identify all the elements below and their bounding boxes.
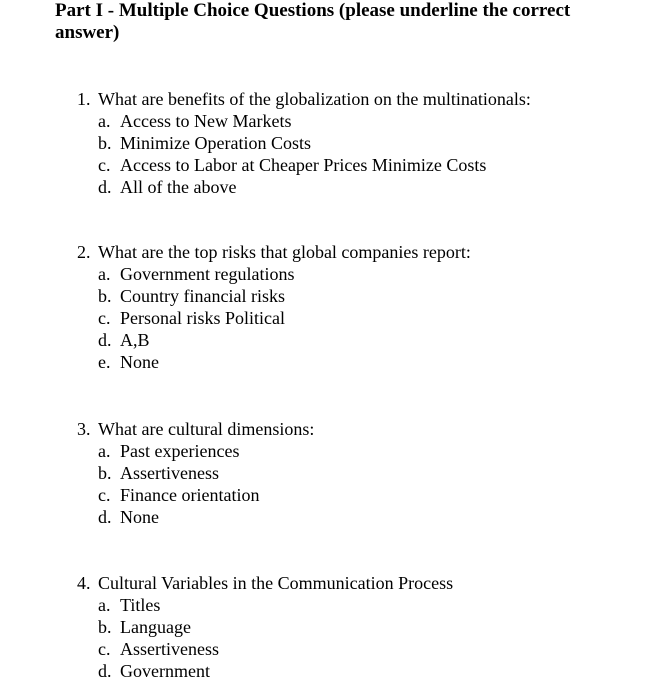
option-b[interactable] (77, 462, 314, 484)
question-3 (77, 418, 314, 528)
option-a[interactable] (77, 440, 314, 462)
option-e[interactable] (77, 351, 471, 373)
option-c[interactable] (77, 638, 453, 660)
option-letter: c. (98, 155, 111, 175)
option-text: Titles (120, 595, 161, 615)
option-text: All of the above (120, 177, 237, 197)
question-4 (77, 572, 453, 682)
option-d[interactable] (77, 506, 314, 528)
option-letter: c. (98, 308, 111, 328)
question-number: 1. (77, 89, 91, 109)
option-a[interactable] (77, 110, 531, 132)
option-letter: e. (98, 352, 111, 372)
option-text: Assertiveness (120, 463, 219, 483)
option-text: Personal risks Political (120, 308, 285, 328)
option-text: Access to Labor at Cheaper Prices Minimize Costs (120, 155, 487, 175)
option-letter: d. (98, 330, 112, 350)
option-a[interactable] (77, 263, 471, 285)
option-text: Government regulations (120, 264, 295, 284)
option-text: Access to New Markets (120, 111, 292, 131)
option-c[interactable] (77, 484, 314, 506)
option-letter: a. (98, 441, 111, 461)
question-number: 2. (77, 242, 91, 262)
option-c[interactable] (77, 307, 471, 329)
option-text: None (120, 352, 159, 372)
question-prompt: What are benefits of the globalization on the multinationals: (98, 89, 531, 109)
option-text: Country financial risks (120, 286, 285, 306)
question-number: 3. (77, 419, 91, 439)
option-text: Finance orientation (120, 485, 260, 505)
option-a[interactable] (77, 594, 453, 616)
question-text (77, 241, 471, 263)
option-c[interactable] (77, 154, 531, 176)
option-text: Government (120, 661, 210, 681)
option-letter: b. (98, 617, 112, 637)
question-text (77, 572, 453, 594)
option-letter: a. (98, 111, 111, 131)
question-prompt: What are the top risks that global companies report: (98, 242, 471, 262)
question-number: 4. (77, 573, 91, 593)
option-letter: a. (98, 264, 111, 284)
option-b[interactable] (77, 132, 531, 154)
option-letter: c. (98, 639, 111, 659)
question-prompt: Cultural Variables in the Communication Process (98, 573, 454, 593)
section-heading: Part I - Multiple Choice Questions (please underline the correct answer) (55, 0, 571, 43)
question-text (77, 418, 314, 440)
option-letter: d. (98, 177, 112, 197)
option-text: A,B (120, 330, 150, 350)
question-prompt: What are cultural dimensions: (98, 419, 315, 439)
option-letter: d. (98, 661, 112, 681)
option-text: Language (120, 617, 191, 637)
option-d[interactable] (77, 329, 471, 351)
option-d[interactable] (77, 176, 531, 198)
option-letter: c. (98, 485, 111, 505)
option-letter: b. (98, 463, 112, 483)
option-text: Assertiveness (120, 639, 219, 659)
option-b[interactable] (77, 616, 453, 638)
option-b[interactable] (77, 285, 471, 307)
option-text: Minimize Operation Costs (120, 133, 311, 153)
question-1 (77, 88, 531, 198)
option-letter: d. (98, 507, 112, 527)
question-text (77, 88, 531, 110)
option-text: Past experiences (120, 441, 240, 461)
option-letter: a. (98, 595, 111, 615)
option-letter: b. (98, 286, 112, 306)
question-2 (77, 241, 471, 373)
option-text: None (120, 507, 159, 527)
option-letter: b. (98, 133, 112, 153)
option-d[interactable] (77, 660, 453, 682)
